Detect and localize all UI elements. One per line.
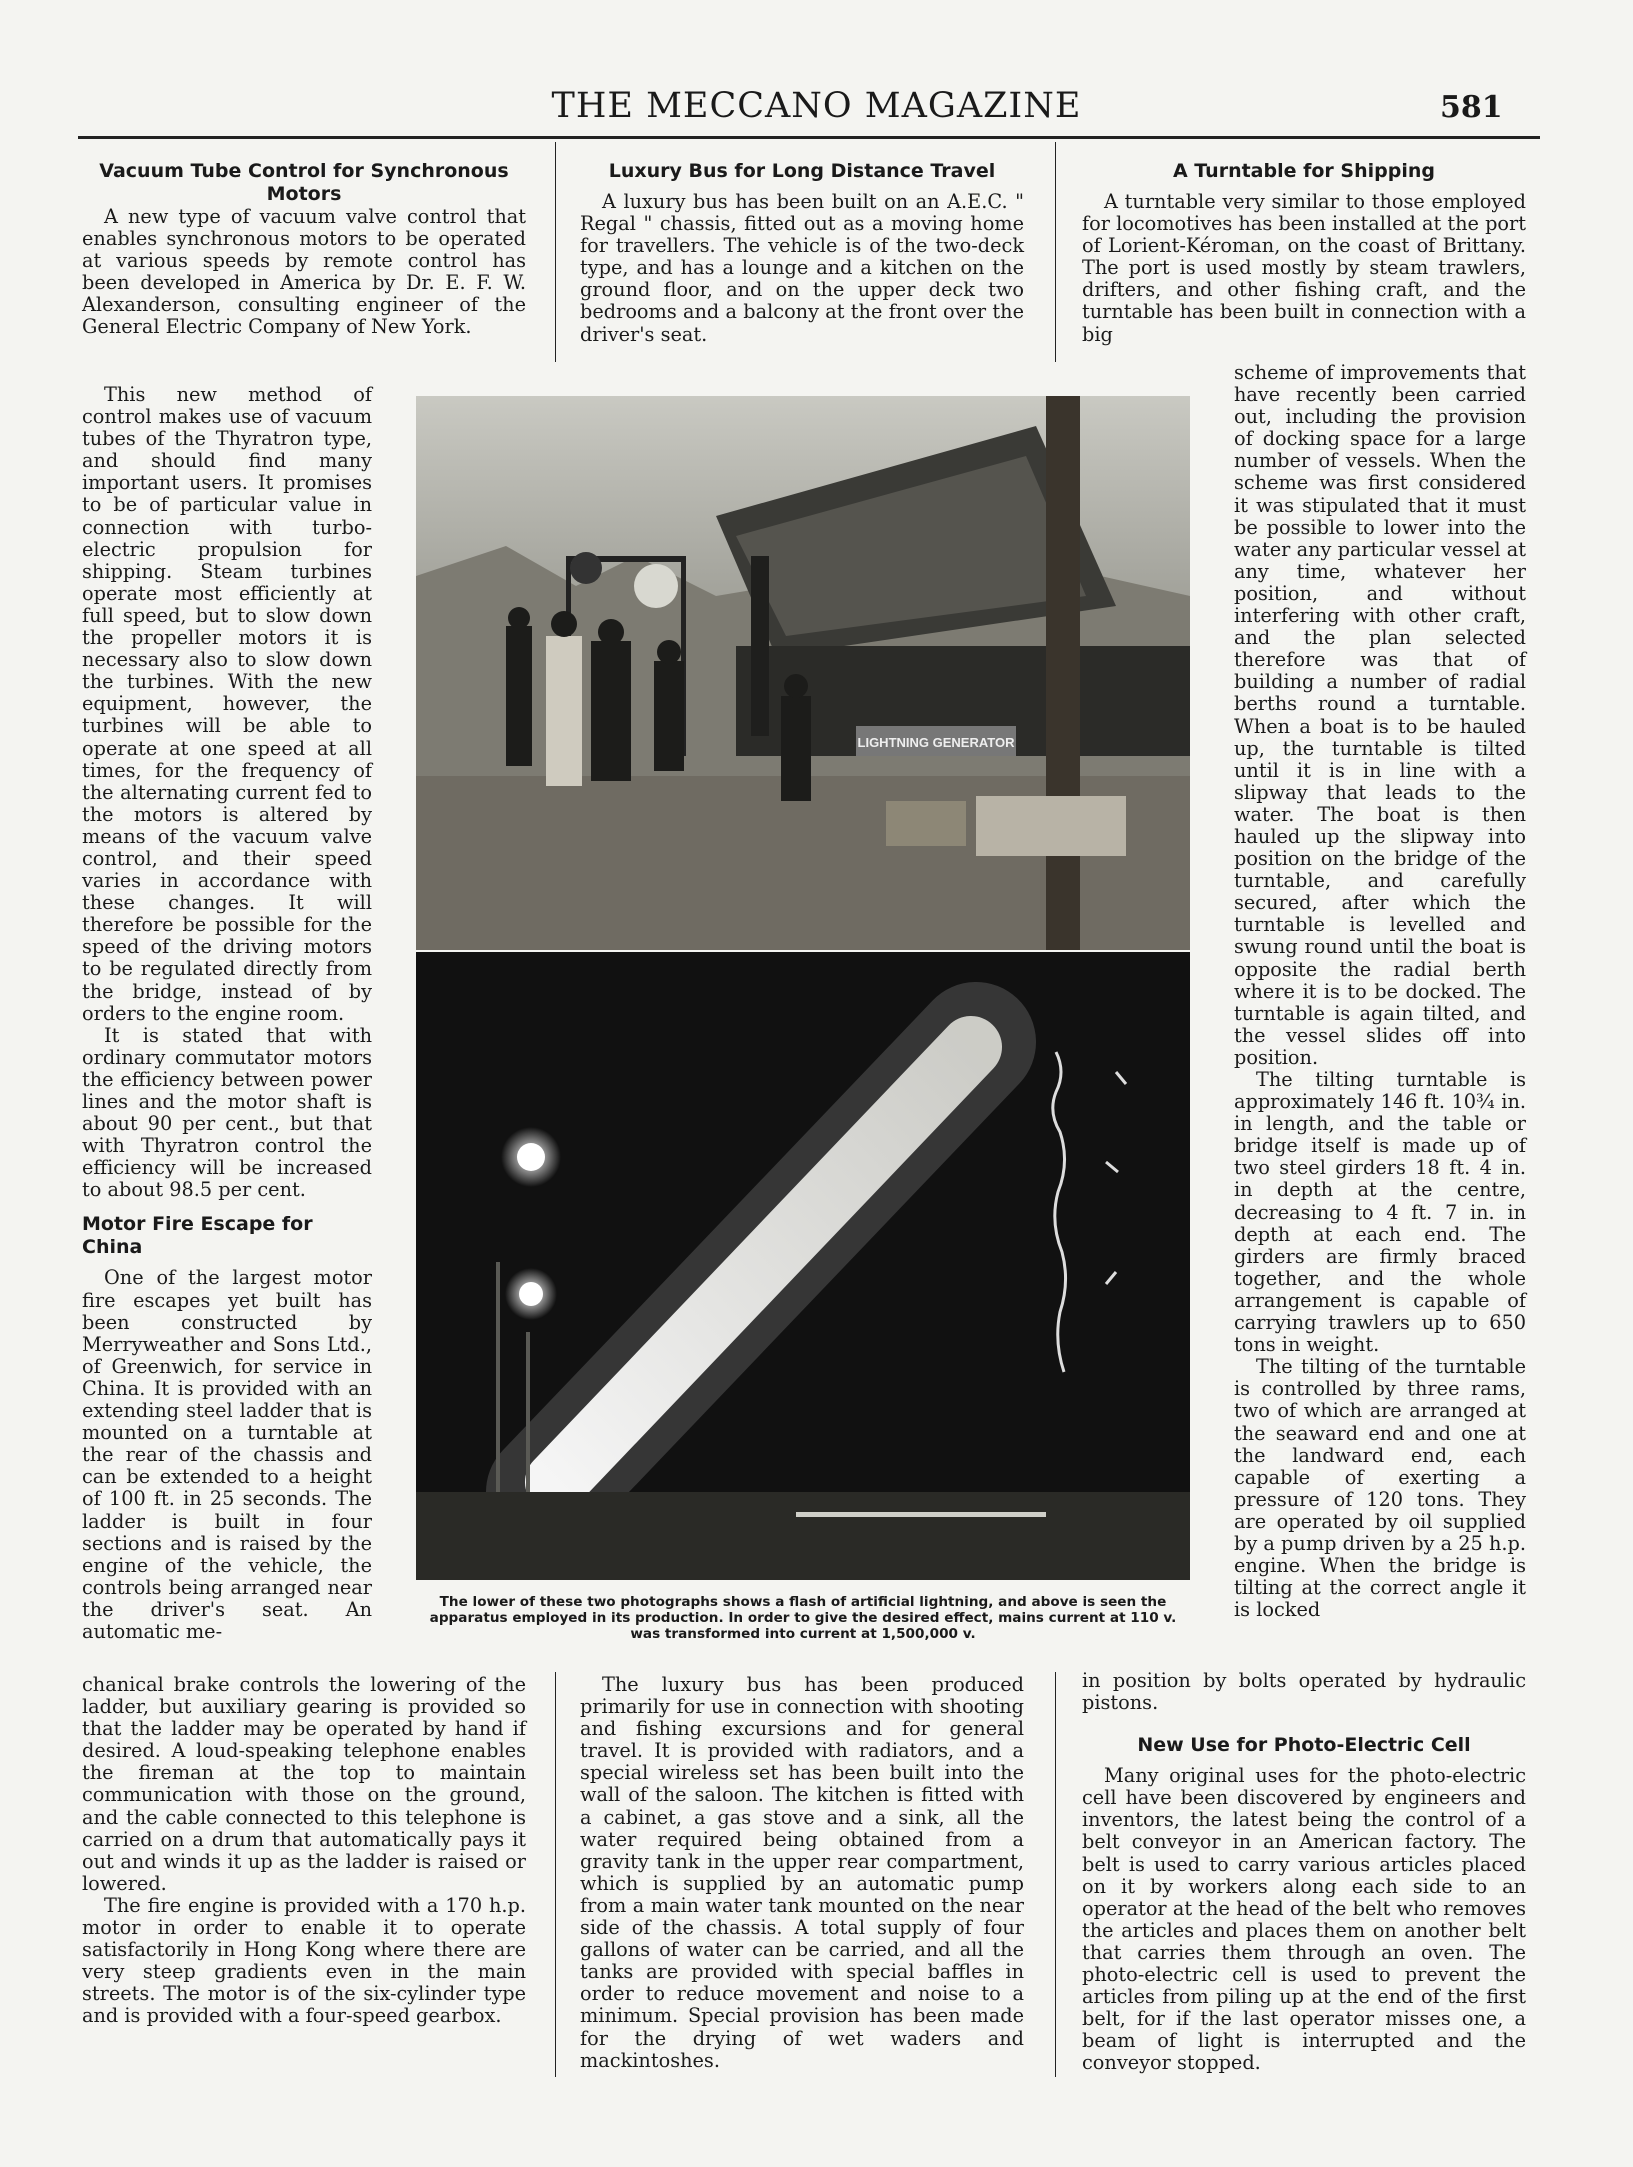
photo-lightning-apparatus bbox=[416, 396, 1190, 950]
photo-artificial-lightning bbox=[416, 952, 1190, 1580]
column-middle-bottom bbox=[580, 1674, 1024, 2072]
column-right-narrow bbox=[1234, 362, 1526, 1621]
article-heading-photocell: New Use for Photo-Electric Cell bbox=[1137, 1734, 1471, 1757]
article-heading-vacuum: Vacuum Tube Control for Synchronous Motors bbox=[99, 160, 509, 205]
column-middle-top bbox=[580, 160, 1024, 346]
article-heading-bus: Luxury Bus for Long Distance Travel bbox=[608, 160, 996, 182]
column-rule-right-lower bbox=[1055, 1672, 1056, 2077]
article-text-vacuum-2: This new method of control makes use of vacuum tubes of the Thyratron type, and should find many important users. It promises to be of particular value in connection with turbo-electric propulsion for shipping. Steam turbines operate most efficiently at full speed, but to slow down the propeller motors it is necessary also to slow down the turbines. With the new equipment, however, the turbines will be able to operate at one speed at all times, for the frequency of the alternating current fed to the motors is altered by means of the vacuum valve control, and their speed varies in accordance with these changes. It will therefore be possible for the speed of the driving motors to be regulated directly from the bridge, instead of by orders to the engine room. bbox=[82, 383, 372, 1025]
article-text-turntable-4: The tilting of the turntable is controlled by three rams, two of which are arranged at the seaward end and one at the landward end, each capable of exerting a pressure of 120 tons. They are operated by oil supplied by a pump driven by a 25 h.p. engine. When the bridge is tilting at the correct angle it is locked bbox=[1234, 1355, 1526, 1622]
generator-sign: LIGHTNING GENERATOR bbox=[857, 735, 1015, 750]
column-left-top bbox=[82, 160, 526, 339]
article-text-vacuum-3: It is stated that with ordinary commutator motors the efficiency between power lines and the motor shaft is about 90 per cent., but that with Thyratron control the efficiency will be increased to about 98.5 per cent. bbox=[82, 1023, 372, 1202]
column-left-bottom bbox=[82, 1674, 526, 2028]
column-right-top bbox=[1082, 160, 1526, 346]
lightning-illustration bbox=[416, 952, 1190, 1580]
photo-caption: The lower of these two photographs shows a flash of artificial lightning, and above is seen the apparatus employed in its production. In order to give the desired effect, mains current at 110 v. was transformed into current at 1,500,000 v. bbox=[429, 1594, 1177, 1642]
article-heading-fire: Motor Fire Escape for China bbox=[82, 1213, 313, 1259]
article-text-fire-2: chanical brake controls the lowering of the ladder, but auxiliary gearing is provided so that the ladder may be operated by hand if desired. A loud-speaking telephone enables the fireman at the top to maintain communication with those on the ground, and the cable connected to this telephone is carried on a drum that automatically pays it out and winds it up as the ladder is raised or lowered. bbox=[82, 1673, 526, 1895]
article-text-fire: One of the largest motor fire escapes yet built has been constructed by Merryweather and Sons Ltd., of Greenwich, for service in China. It is provided with an extending steel ladder that is mounted on a turntable at the rear of the chassis and can be extended to a height of 100 ft. in 25 seconds. The ladder is built in four sections and is raised by the engine of the vehicle, the controls being arranged near the driver's seat. An automatic me- bbox=[82, 1266, 372, 1643]
page-number: 581 bbox=[1440, 90, 1503, 125]
article-text-vacuum: A new type of vacuum valve control that enables synchronous motors to be operated at various speeds by remote control has been developed in America by Dr. E. F. W. Alexanderson, consulting engineer of the General Electric Company of New York. bbox=[82, 205, 526, 339]
article-text-turntable-2: scheme of improvements that have recently been carried out, including the provision of docking space for a large number of vessels. When the scheme was first considered it was stipulated that it must be possible to lower into the water any particular vessel at any time, whatever her position, and without interfering with other craft, and the plan selected therefore was that of building a number of radial berths round a turntable. When a boat is to be hauled up, the turntable is tilted until it is in line with a slipway that leads to the water. The boat is then hauled up the slipway into position on the bridge of the turntable, and carefully secured, after which the turntable is levelled and swung round until the boat is opposite the radial berth where it is to be docked. The turntable is again tilted, and the vessel slides off into position. bbox=[1234, 361, 1526, 1069]
article-text-turntable-3: The tilting turntable is approximately 146 ft. 10¾ in. in length, and the table or bridge itself is made up of two steel girders 18 ft. 4 in. in depth at the centre, decreasing to 4 ft. 7 in. in depth at each end. The girders are firmly braced together, and the whole arrangement is capable of carrying trawlers up to 650 tons in weight. bbox=[1234, 1068, 1526, 1357]
column-right-bottom bbox=[1082, 1670, 1526, 2075]
header-rule bbox=[78, 136, 1540, 139]
column-rule-left bbox=[555, 142, 556, 362]
column-rule-left-lower bbox=[555, 1672, 556, 2077]
article-text-fire-3: The fire engine is provided with a 170 h.p. motor in order to enable it to operate satisfactorily in Hong Kong where there are very steep gradients even in the main streets. The motor is of the six-cylinder type and is provided with a four-speed gearbox. bbox=[82, 1893, 526, 2028]
column-left-narrow bbox=[82, 384, 372, 1643]
article-text-photocell: Many original uses for the photo-electric cell have been discovered by engineers and inventors, the latest being the control of a belt conveyor in an American factory. The belt is used to carry various articles placed on it by workers along each side to an operator at the head of the belt who removes the articles and places them on another belt that carries them through an oven. The photo-electric cell is used to prevent the articles from piling up at the end of the first belt, for if the last operator misses one, a beam of light is interrupted and the conveyor stopped. bbox=[1082, 1764, 1526, 2075]
article-text-bus: A luxury bus has been built on an A.E.C. " Regal " chassis, fitted out as a moving home for travellers. The vehicle is of the two-deck type, and has a lounge and a kitchen on the ground floor, and on the upper deck two bedrooms and a balcony at the front over the driver's seat. bbox=[580, 190, 1024, 346]
running-head: THE MECCANO MAGAZINE bbox=[551, 86, 1082, 126]
article-text-bus-2: The luxury bus has been produced primarily for use in connection with shooting and fishing excursions and for general travel. It is provided with radiators, and a special wireless set has been built into the wall of the saloon. The kitchen is fitted with a cabinet, a gas stove and a sink, all the water required being obtained from a gravity tank in the upper rear compartment, which is supplied by an automatic pump from a main water tank mounted on the near side of the chassis. A total supply of four gallons of water can be carried, and all the tanks are provided with special baffles in order to reduce movement and noise to a minimum. Special provision has been made for the drying of wet waders and mackintoshes. bbox=[580, 1673, 1024, 2072]
column-rule-right bbox=[1055, 142, 1056, 362]
article-text-turntable-5: in position by bolts operated by hydraulic pistons. bbox=[1082, 1669, 1526, 1715]
apparatus-illustration bbox=[416, 396, 1190, 950]
article-text-turntable: A turntable very similar to those employed for locomotives has been installed at the port of Lorient-Kéroman, on the coast of Brittany. The port is used mostly by steam trawlers, drifters, and other fishing craft, and the turntable has been built in connection with a big bbox=[1082, 190, 1526, 346]
article-heading-turntable: A Turntable for Shipping bbox=[1172, 160, 1435, 182]
